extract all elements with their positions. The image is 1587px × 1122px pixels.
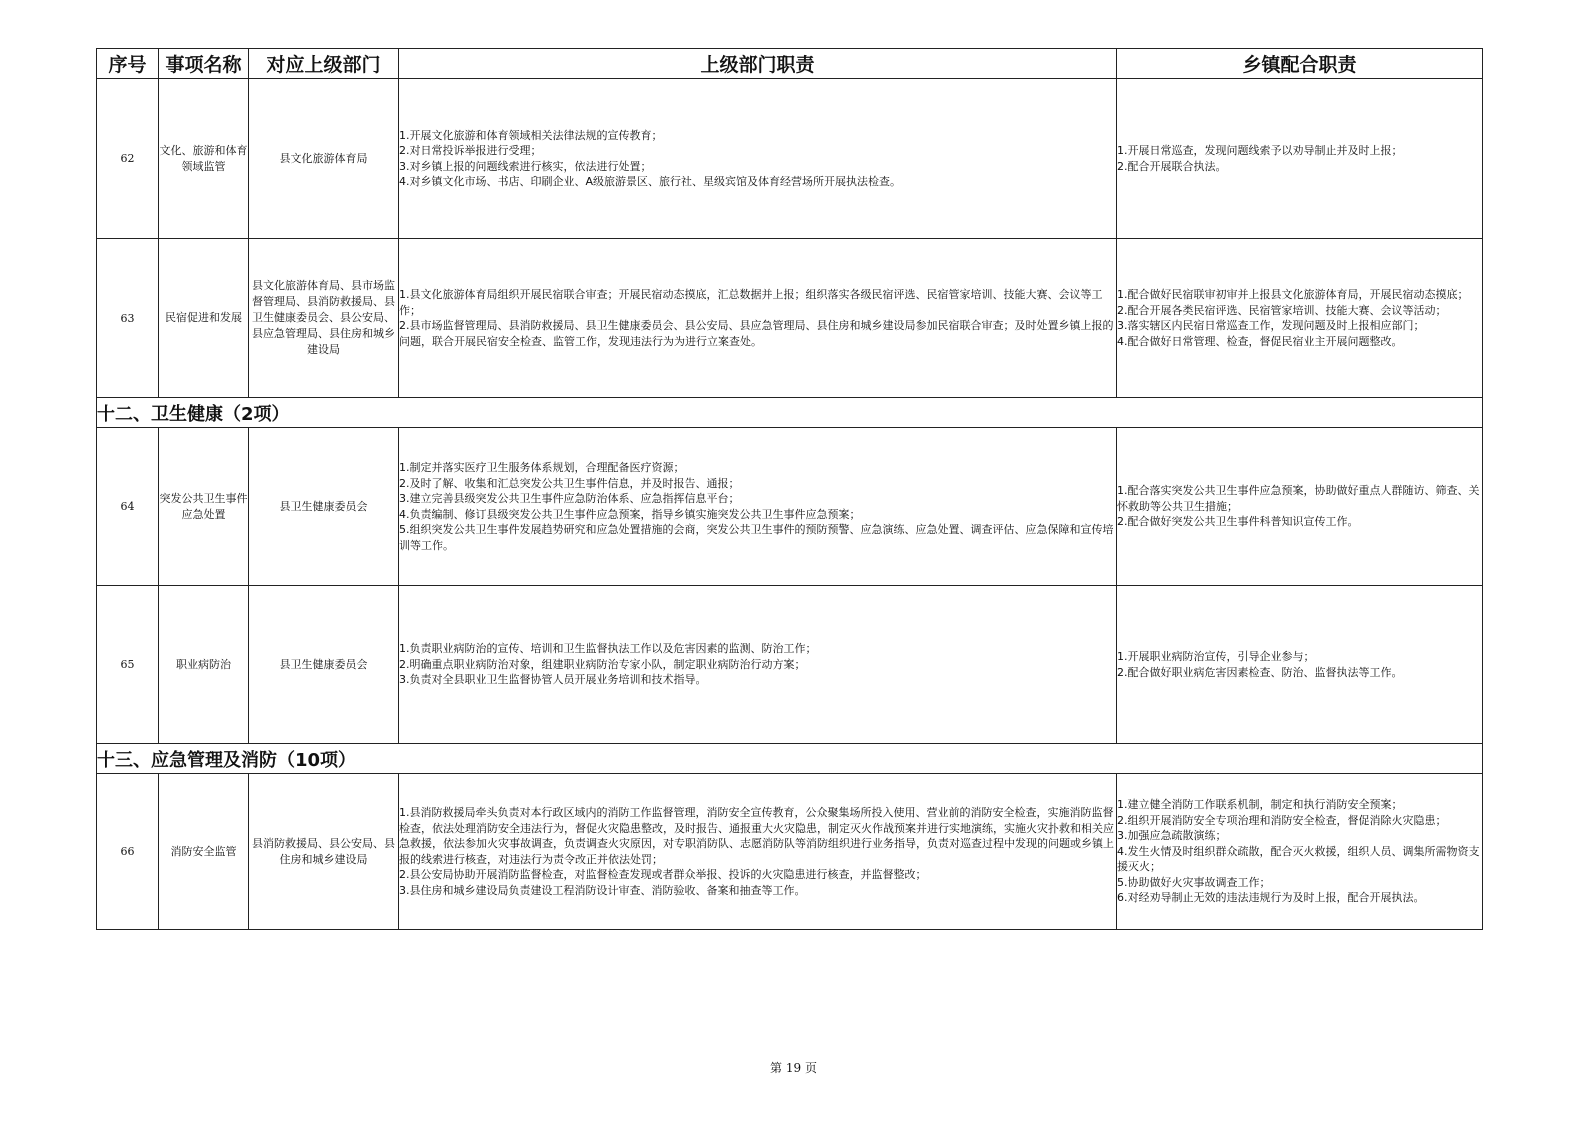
duty-line: 1.县文化旅游体育局组织开展民宿联合审查；开展民宿动态摸底，汇总数据并上报；组织落实各级民宿评选、民宿管家培训、技能大赛、会议等工作；	[399, 288, 1103, 317]
superior-duty	[399, 586, 1117, 744]
table-row	[97, 774, 1483, 930]
coop-line: 2.配合做好职业病危害因素检查、防治、监督执法等工作。	[1117, 665, 1403, 679]
duty-line: 2.明确重点职业病防治对象，组建职业病防治专家小队，制定职业病防治行动方案；	[399, 657, 806, 671]
coop-line: 6.对经劝导制止无效的违法违规行为及时上报，配合开展执法。	[1117, 891, 1425, 905]
coop-line: 4.发生火情及时组织群众疏散，配合灭火救援，组织人员、调集所需物资支援灭火；	[1117, 844, 1480, 874]
coop-line: 1.配合落实突发公共卫生事件应急预案，协助做好重点人群随访、筛查、关怀救助等公共卫生措施；	[1117, 484, 1480, 513]
section-title: 十三、应急管理及消防（10项）	[97, 744, 1483, 774]
duty-line: 1.县消防救援局牵头负责对本行政区域内的消防工作监督管理，消防安全宣传教育，公众聚集场所投入使用、营业前的消防安全检查，实施消防监督检查，依法处理消防安全违法行为，督促火灾隐患整改，及时报告、通报重大火灾隐患，制定灭火作战预案并进行实地演练，实施火灾扑救和相关应急救援，依法参加火灾事故调查，负责调查火灾原因，对专职消防队、志愿消防队等消防组织进行业务指导，负责对巡查过程中发现的问题或乡镇上报的线索进行核查，对违法行为责令改正并依法处罚；	[399, 806, 1114, 866]
town-duty	[1117, 79, 1483, 239]
duty-line: 1.开展文化旅游和体育领域相关法律法规的宣传教育；	[399, 128, 663, 142]
coop-line: 4.配合做好日常管理、检查，督促民宿业主开展问题整改。	[1117, 334, 1403, 348]
item-name: 突发公共卫生事件应急处置	[159, 428, 249, 586]
superior-dept: 县卫生健康委员会	[249, 428, 399, 586]
coop-line: 2.配合开展各类民宿评选、民宿管家培训、技能大赛、会议等活动；	[1117, 303, 1447, 317]
duty-line: 2.对日常投诉举报进行受理；	[399, 144, 542, 157]
superior-dept: 县卫生健康委员会	[249, 586, 399, 744]
town-duty	[1117, 586, 1483, 744]
duty-line: 1.负责职业病防治的宣传、培训和卫生监督执法工作以及危害因素的监测、防治工作；	[399, 642, 817, 656]
coop-line: 1.建立健全消防工作联系机制，制定和执行消防安全预案；	[1117, 798, 1403, 812]
town-duty	[1117, 428, 1483, 586]
section-title: 十二、卫生健康（2项）	[97, 398, 1483, 428]
coop-line: 1.配合做好民宿联审初审并上报县文化旅游体育局，开展民宿动态摸底；	[1117, 288, 1469, 301]
duty-line: 2.县市场监督管理局、县消防救援局、县卫生健康委员会、县公安局、县应急管理局、县住房和城乡建设局参加民宿联合审查；及时处置乡镇上报的问题，联合开展民宿安全检查、监管工作，发现违法行为为进行立案查处。	[399, 319, 1114, 348]
table-row	[97, 79, 1483, 239]
header-duty: 上级部门职责	[399, 49, 1117, 79]
table-row	[97, 586, 1483, 744]
header-name: 事项名称	[159, 49, 249, 79]
duty-line: 4.负责编制、修订县级突发公共卫生事件应急预案，指导乡镇实施突发公共卫生事件应急预案；	[399, 507, 861, 521]
duty-line: 3.对乡镇上报的问题线索进行核实，依法进行处置；	[399, 159, 652, 173]
duty-table	[96, 48, 1483, 930]
coop-line: 1.开展日常巡查，发现问题线索予以劝导制止并及时上报；	[1117, 144, 1403, 157]
table-row	[97, 239, 1483, 398]
row-number: 65	[97, 586, 159, 744]
item-name: 消防安全监管	[159, 774, 249, 930]
duty-line: 1.制定并落实医疗卫生服务体系规划，合理配备医疗资源；	[399, 461, 685, 474]
header-dept: 对应上级部门	[249, 49, 399, 79]
superior-dept: 县文化旅游体育局、县市场监督管理局、县消防救援局、县卫生健康委员会、县公安局、县应急管理局、县住房和城乡建设局	[249, 239, 399, 398]
table-row	[97, 428, 1483, 586]
header-coop: 乡镇配合职责	[1117, 49, 1483, 79]
superior-duty	[399, 774, 1117, 930]
duty-line: 3.负责对全县职业卫生监督协管人员开展业务培训和技术指导。	[399, 673, 707, 687]
duty-line: 2.县公安局协助开展消防监督检查，对监督检查发现或者群众举报、投诉的火灾隐患进行核查，并监督整改；	[399, 868, 927, 881]
section-row	[97, 744, 1483, 774]
coop-line: 2.配合做好突发公共卫生事件科普知识宣传工作。	[1117, 515, 1359, 529]
item-name: 文化、旅游和体育领域监管	[159, 79, 249, 239]
duty-line: 3.建立完善县级突发公共卫生事件应急防治体系、应急指挥信息平台；	[399, 492, 740, 505]
header-row	[97, 49, 1483, 79]
coop-line: 2.组织开展消防安全专项治理和消防安全检查，督促消除火灾隐患；	[1117, 813, 1447, 827]
section-row	[97, 398, 1483, 428]
coop-line: 3.加强应急疏散演练；	[1117, 829, 1227, 843]
row-number: 64	[97, 428, 159, 586]
superior-duty	[399, 79, 1117, 239]
item-name: 民宿促进和发展	[159, 239, 249, 398]
item-name: 职业病防治	[159, 586, 249, 744]
row-number: 66	[97, 774, 159, 930]
page-number: 第 19 页	[770, 1061, 817, 1075]
town-duty	[1117, 774, 1483, 930]
duty-line: 5.组织突发公共卫生事件发展趋势研究和应急处置措施的会商，突发公共卫生事件的预防预警、应急演练、应急处置、调查评估、应急保障和宣传培训等工作。	[399, 523, 1114, 552]
duty-line: 3.县住房和城乡建设局负责建设工程消防设计审查、消防验收、备案和抽查等工作。	[399, 883, 806, 897]
duty-line: 2.及时了解、收集和汇总突发公共卫生事件信息，并及时报告、通报；	[399, 476, 740, 490]
superior-duty	[399, 239, 1117, 398]
superior-duty	[399, 428, 1117, 586]
superior-dept: 县消防救援局、县公安局、县住房和城乡建设局	[249, 774, 399, 930]
coop-line: 1.开展职业病防治宣传，引导企业参与；	[1117, 650, 1315, 663]
superior-dept: 县文化旅游体育局	[249, 79, 399, 239]
row-number: 63	[97, 239, 159, 398]
duty-line: 4.对乡镇文化市场、书店、印刷企业、A级旅游景区、旅行社、星级宾馆及体育经营场所开展执法检查。	[399, 175, 902, 188]
town-duty	[1117, 239, 1483, 398]
row-number: 62	[97, 79, 159, 239]
coop-line: 2.配合开展联合执法。	[1117, 159, 1227, 173]
header-no: 序号	[97, 49, 159, 79]
coop-line: 3.落实辖区内民宿日常巡查工作，发现问题及时上报相应部门；	[1117, 319, 1425, 332]
coop-line: 5.协助做好火灾事故调查工作；	[1117, 875, 1271, 889]
